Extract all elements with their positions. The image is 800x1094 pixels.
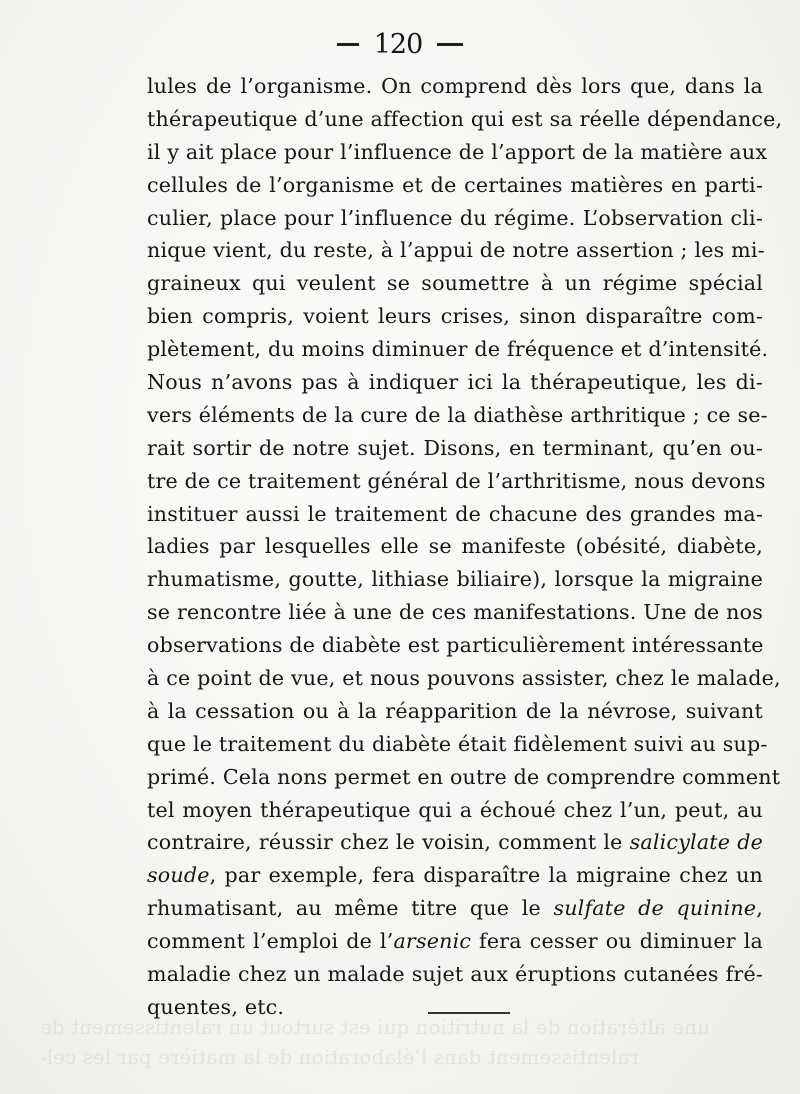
text-line: cellules de l’organisme et de certaines matières en parti- <box>147 172 763 197</box>
text-line <box>147 826 763 859</box>
text-line: graineux qui veulent se soumettre à un régime spécial <box>147 271 763 296</box>
text-segment: , par exemple, fera disparaître la migraine chez un <box>209 863 763 888</box>
text-segment: fera cesser ou diminuer la <box>471 929 763 954</box>
text-segment: contraire, réussir chez le voisin, comment le <box>147 830 630 855</box>
text-line <box>147 859 763 892</box>
text-line: Nous n’avons pas à indiquer ici la thérapeutique, les di- <box>147 370 763 395</box>
body-paragraph <box>147 70 783 1024</box>
text-line: ladies par lesquelles elle se manifeste (obésité, diabète, <box>147 534 763 559</box>
text-line: plètement, du moins diminuer de fréquence et d’intensité. <box>147 337 769 362</box>
text-line: que le traitement du diabète était fidèlement suivi au sup- <box>147 731 768 756</box>
text-line: tre de ce traitement général de l’arthritisme, nous devons <box>147 468 766 493</box>
text-segment: rhumatisant, au même titre que le <box>147 896 554 921</box>
italic-term-soude: soude <box>147 863 210 888</box>
end-rule <box>428 1012 510 1014</box>
italic-term-arsenic: arsenic <box>393 929 472 954</box>
text-line: instituer aussi le traitement de chacune des grandes ma- <box>147 501 763 526</box>
text-line <box>147 892 763 925</box>
header-dash-right <box>437 43 463 46</box>
text-line: rhumatisme, goutte, lithiase biliaire), lorsque la migraine <box>147 567 763 592</box>
bleed-through-text: une altération de la nutrition qui est surtout un ralentissement de <box>40 1015 710 1039</box>
header-dash-left <box>337 43 359 46</box>
text-line: bien compris, voient leurs crises, sinon disparaître com- <box>147 304 763 329</box>
text-line: lules de l’organisme. On comprend dès lors que, dans la <box>147 74 763 98</box>
text-line: à la cessation ou à la réapparition de la névrose, suivant <box>147 698 763 723</box>
text-line: rait sortir de notre sujet. Disons, en terminant, qu’en ou- <box>147 435 763 460</box>
page-header <box>0 28 800 61</box>
text-segment: comment l’emploi de l’ <box>147 929 394 954</box>
page-number: 120 <box>373 28 423 60</box>
text-line: tel moyen thérapeutique qui a échoué chez l’un, peut, au <box>147 797 763 822</box>
text-line: vers éléments de la cure de la diathèse arthritique ; ce se- <box>147 402 768 427</box>
bleed-through-text: ralentissement dans l’élaboration de la matière par les cel- <box>40 1045 639 1069</box>
italic-term-salicylate: salicylate de <box>629 830 764 855</box>
text-line-last: quentes, etc. <box>147 994 285 1019</box>
text-line: primé. Cela nons permet en outre de comprendre comment <box>147 764 781 789</box>
text-line: culier, place pour l’influence du régime. L’observation cli- <box>147 205 763 230</box>
text-segment: , <box>756 896 763 921</box>
text-line: nique vient, du reste, à l’appui de notre assertion ; les mi- <box>147 238 765 263</box>
italic-term-sulfate-quinine: sulfate de quinine <box>553 896 757 921</box>
text-line: se rencontre liée à une de ces manifestations. Une de nos <box>147 600 763 625</box>
text-line <box>147 925 763 958</box>
text-line: observations de diabète est particulièrement intéressante <box>147 633 764 658</box>
text-line: thérapeutique d’une affection qui est sa réelle dépendance, <box>147 106 783 131</box>
text-line: maladie chez un malade sujet aux éruptions cutanées fré- <box>147 962 763 987</box>
text-line: à ce point de vue, et nous pouvons assister, chez le malade, <box>147 666 781 691</box>
text-line: il y ait place pour l’influence de l’apport de la matière aux <box>147 139 768 164</box>
